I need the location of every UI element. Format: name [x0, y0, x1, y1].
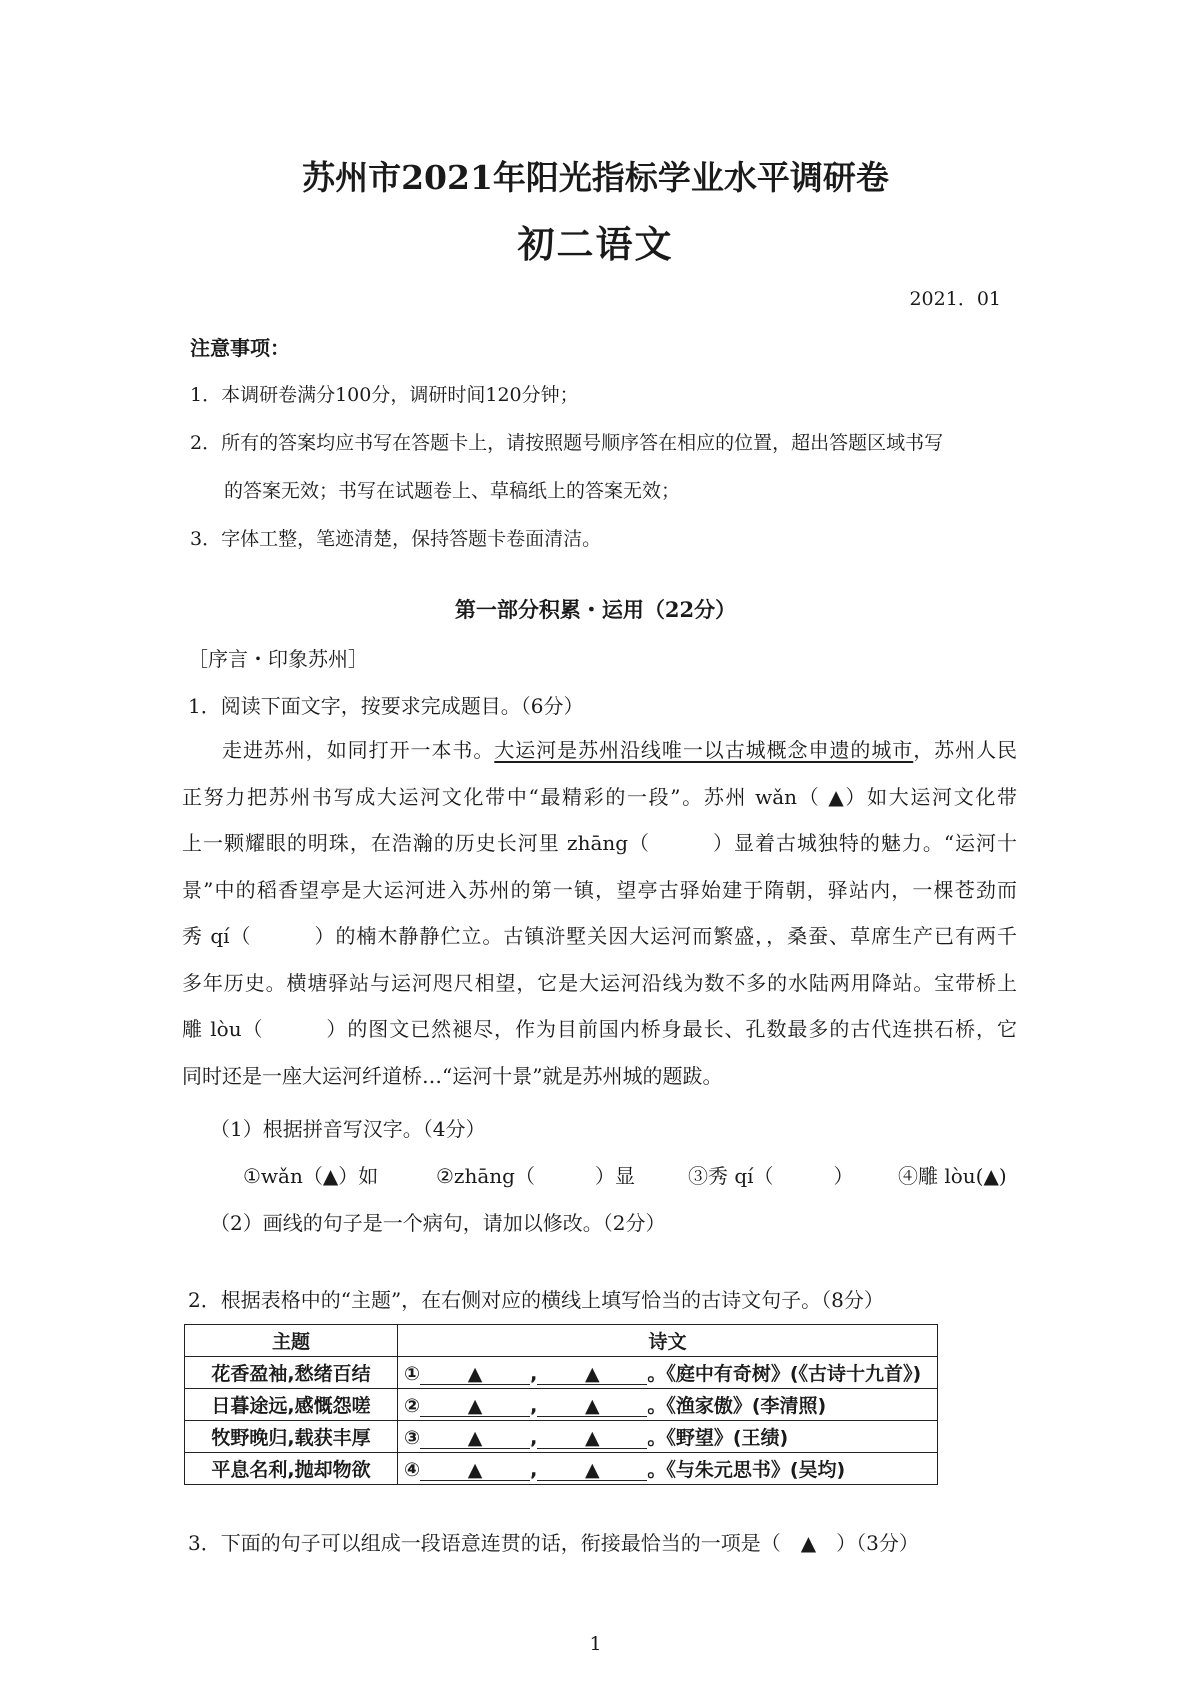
exam-date: 2021．01 [909, 288, 1001, 310]
row-number: ③ [404, 1427, 421, 1449]
row-number: ① [404, 1363, 421, 1385]
separator: , [530, 1395, 538, 1417]
answer-blank: ▲ [537, 1428, 647, 1449]
subject-title: 初二语文 [517, 222, 674, 266]
answer-blank: ▲ [420, 1428, 530, 1449]
passage-line: 上一颗耀眼的明珠，在浩瀚的历史长河里 zhāng（ ）显着古城独特的魅力。“运河十 [182, 831, 1017, 855]
notice-item-1: 1．本调研卷满分100分，调研时间120分钟； [190, 384, 579, 406]
passage-line: 秀 qí（ ）的楠木静静伫立。古镇浒墅关因大运河而繁盛，，桑蚕、草席生产已有两千 [182, 924, 1017, 948]
table-row [185, 1357, 938, 1389]
answer-blank: ▲ [537, 1460, 647, 1481]
table-header-row [185, 1325, 938, 1357]
underlined-sentence: 大运河是苏州沿线唯一以古城概念申遗的城市 [494, 738, 914, 762]
answer-blank: ▲ [537, 1364, 647, 1385]
q2-stem: 2．根据表格中的“主题”，在右侧对应的横线上填写恰当的古诗文句子。（8分） [188, 1288, 884, 1312]
table-row [185, 1389, 938, 1421]
poem-cell [398, 1453, 938, 1485]
header-poem: 诗文 [398, 1325, 938, 1357]
poem-source: 。《庭中有奇树》(《古诗十九首》) [647, 1363, 922, 1385]
table-row [185, 1453, 938, 1485]
poem-source: 。《与朱元思书》(吴均) [647, 1459, 846, 1481]
table-row [185, 1421, 938, 1453]
separator: , [530, 1363, 538, 1385]
passage-text: 走进苏州，如同打开一本书。 [222, 738, 495, 762]
passage-line: 多年历史。横塘驿站与运河咫尺相望，它是大运河沿线为数不多的水陆两用降站。宝带桥上 [182, 970, 1017, 995]
passage-line: 同时还是一座大运河纤道桥…“运河十景”就是苏州城的题跋。 [182, 1063, 723, 1088]
q1-sub1-items [0, 1160, 1191, 1190]
theme-cell: 花香盈袖,愁绪百结 [185, 1357, 398, 1389]
sub1-item: ④雕 lòu(▲) [898, 1164, 1007, 1188]
exam-title: 苏州市2021年阳光指标学业水平调研卷 [302, 158, 889, 197]
header-theme: 主题 [185, 1325, 398, 1357]
section-title: 第一部分积累・运用（22分） [454, 597, 737, 622]
notice-item-2-cont: 的答案无效；书写在试题卷上、草稿纸上的答案无效； [224, 480, 681, 502]
sub1-item: ②zhāng（ ）显 [436, 1164, 635, 1188]
answer-blank: ▲ [420, 1364, 530, 1385]
answer-blank: ▲ [537, 1396, 647, 1417]
row-number: ② [404, 1395, 421, 1417]
theme-cell: 平息名利,抛却物欲 [185, 1453, 398, 1485]
passage-line [182, 727, 1017, 774]
notice-item-2: 2．所有的答案均应书写在答题卡上，请按照题号顺序答在相应的位置，超出答题区域书写 [190, 432, 944, 454]
poem-cell [398, 1421, 938, 1453]
passage-text: ，苏州人民 [913, 738, 1018, 762]
notice-heading: 注意事项： [190, 336, 290, 360]
row-number: ④ [404, 1459, 421, 1481]
poem-source: 。《野望》(王绩) [647, 1427, 789, 1449]
poem-cell [398, 1389, 938, 1421]
theme-cell: 日暮途远,感慨怨嗟 [185, 1389, 398, 1421]
sub1-item: ③秀 qí（ ） [688, 1164, 854, 1188]
q1-stem: 1．阅读下面文字，按要求完成题目。（6分） [188, 694, 584, 718]
answer-blank: ▲ [420, 1460, 530, 1481]
subsection-title: ［序言・印象苏州］ [188, 647, 368, 671]
passage-line: 正努力把苏州书写成大运河文化带中“最精彩的一段”。苏州 wǎn（ ▲）如大运河文化带 [182, 784, 1017, 809]
poem-cell [398, 1357, 938, 1389]
passage-line: 雕 lòu（ ）的图文已然褪尽，作为目前国内桥身最长、孔数最多的古代连拱石桥，它 [182, 1017, 1017, 1041]
separator: , [530, 1459, 538, 1481]
notice-item-3: 3．字体工整，笔迹清楚，保持答题卡卷面清洁。 [190, 528, 602, 550]
q1-passage [182, 727, 1017, 1099]
q3-stem: 3．下面的句子可以组成一段语意连贯的话，衔接最恰当的一项是（ ▲ ）（3分） [188, 1531, 919, 1555]
sub1-item: ①wǎn（▲）如 [243, 1164, 379, 1188]
page-number: 1 [589, 1633, 602, 1655]
theme-cell: 牧野晚归,载获丰厚 [185, 1421, 398, 1453]
answer-blank: ▲ [420, 1396, 530, 1417]
separator: , [530, 1427, 538, 1449]
poem-table [184, 1324, 938, 1485]
passage-line: 景”中的稻香望亭是大运河进入苏州的第一镇，望亭古驿始建于隋朝，驿站内，一棵苍劲而 [182, 877, 1017, 902]
q1-sub1: （1）根据拼音写汉字。（4分） [210, 1117, 486, 1141]
q1-sub2: （2）画线的句子是一个病句，请加以修改。（2分） [210, 1211, 666, 1235]
poem-source: 。《渔家傲》(李清照) [647, 1395, 827, 1417]
